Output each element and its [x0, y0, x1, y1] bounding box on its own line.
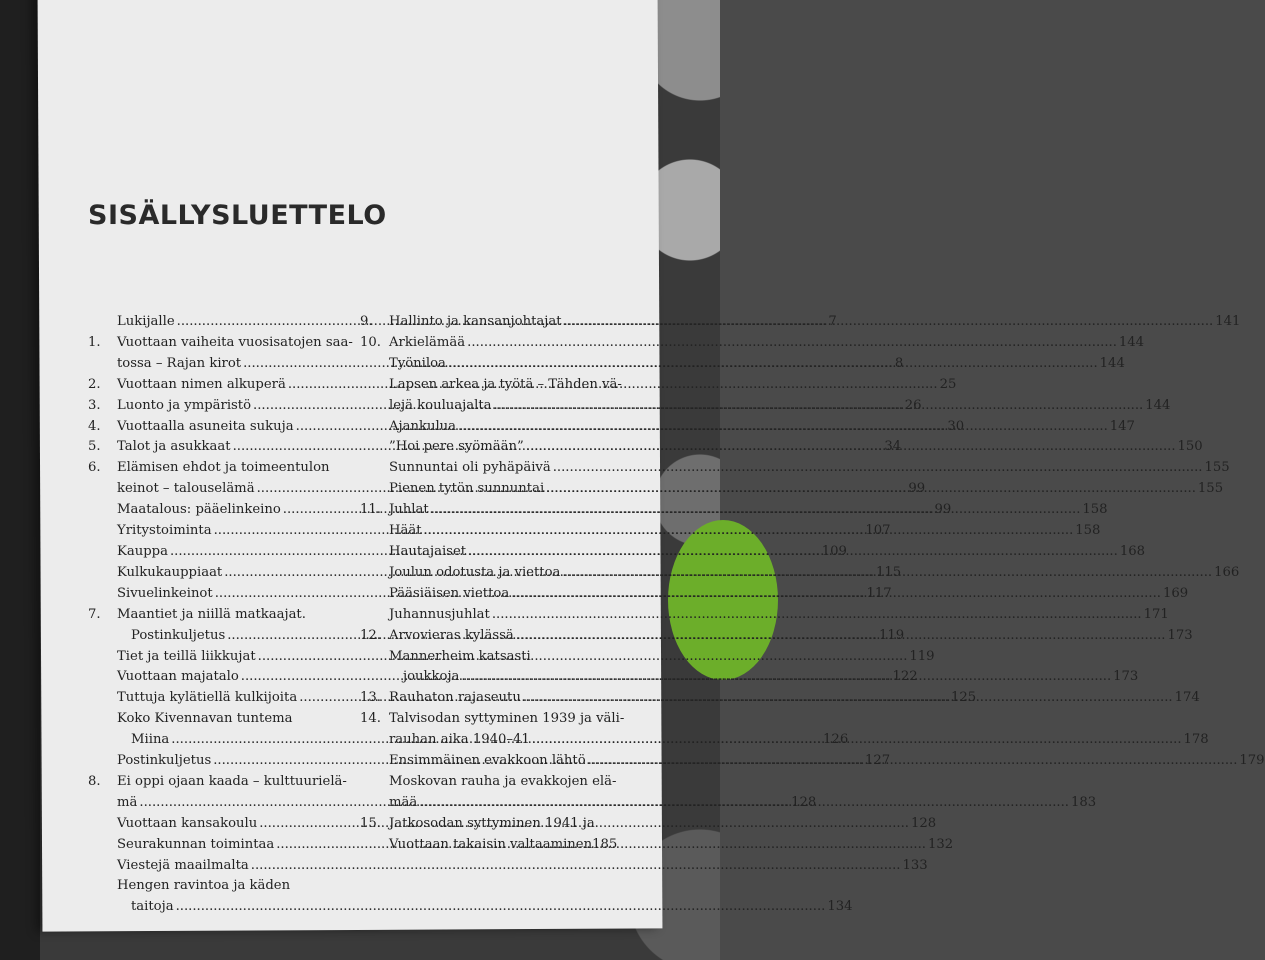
- toc-entry-text: Arkielämää: [389, 334, 466, 350]
- toc-page-number: 126: [823, 732, 849, 748]
- toc-page-number: 117: [866, 585, 892, 601]
- toc-entry-text: rauhan aika 1940–41: [389, 732, 530, 748]
- dot-leader: [516, 626, 1166, 647]
- dot-leader: [553, 458, 1203, 479]
- toc-entry-text: Vuottaan kansakoulu: [117, 815, 258, 831]
- toc-page-number: 25: [939, 376, 957, 392]
- toc-page-number: 7: [828, 314, 837, 329]
- toc-page-number: 178: [1183, 732, 1209, 748]
- toc-entry-text: Arvovieras kylässä: [389, 627, 514, 643]
- toc-entry-text: Vuottaan majatalo: [117, 669, 239, 685]
- toc-page-number: 115: [875, 564, 902, 580]
- toc-entry-text: mää: [389, 794, 418, 810]
- dot-leader: [251, 856, 901, 877]
- dot-leader: [532, 730, 1182, 751]
- toc-page-number: 144: [1118, 334, 1145, 350]
- toc-page-number: 30: [947, 418, 965, 434]
- dot-leader: [424, 521, 1074, 542]
- toc-entry-number: 2.: [88, 376, 101, 392]
- toc-entry-text: Mannerheim katsasti: [389, 648, 531, 664]
- page-title: SISÄLLYSLUETTELO: [88, 200, 387, 231]
- toc-entry-text: Viestejä maailmalta: [117, 857, 249, 873]
- toc-entry-number: 4.: [88, 418, 101, 434]
- toc-entry-text: joukkoja: [403, 669, 460, 685]
- toc-entry: [88, 876, 853, 918]
- toc-entry-number: 13.: [360, 690, 381, 706]
- toc-entry-text: Pääsiäisen viettoa: [389, 585, 510, 601]
- toc-page-number: 158: [1075, 523, 1101, 539]
- toc-entry-text: Sunnuntai oli pyhäpäivä: [389, 460, 551, 476]
- toc-entry-text: Moskovan rauha ja evakkojen elä-: [389, 773, 617, 789]
- toc-entry-number: 11.: [360, 502, 381, 518]
- toc-entry: [88, 856, 928, 877]
- toc-entry-number: 15.: [360, 815, 381, 831]
- toc-entry-number: 7.: [88, 606, 101, 622]
- toc-page-number: 34: [884, 439, 902, 455]
- toc-page-number: 174: [1174, 690, 1200, 706]
- toc-entry-text: ”Hoi pere syömään”: [389, 439, 524, 455]
- toc-page-number: 141: [1215, 314, 1241, 329]
- toc-entry-text: Maatalous: pääelinkeino: [117, 502, 281, 518]
- toc-entry-text: Vuottaan vaiheita vuosisatojen saa-: [117, 334, 353, 350]
- toc-entry-text: Seurakunnan toimintaa: [117, 836, 275, 852]
- toc-entry-text: tossa – Rajan kirot: [117, 355, 242, 371]
- dot-leader: [511, 584, 1161, 605]
- toc-entry: [360, 354, 1125, 375]
- toc-page-number: 171: [1143, 606, 1169, 622]
- toc-entry-text: Vuottaan nimen alkuperä: [117, 376, 286, 392]
- toc-entry-number: 3.: [88, 397, 101, 413]
- toc-entry-text: Luonto ja ympäristö: [117, 397, 252, 413]
- book-spine-shadow: [0, 0, 40, 960]
- toc-page-number: 122: [892, 669, 918, 685]
- toc-page-number: 158: [1082, 502, 1108, 518]
- dot-leader: [431, 500, 1081, 521]
- toc-entry-text: Työniloa: [389, 355, 446, 371]
- toc-entry-text: Lukijalle: [117, 314, 175, 329]
- toc-entry-number: 14.: [360, 711, 381, 727]
- toc-entry: [360, 814, 618, 856]
- toc-entry-text: Tuttuja kylätiellä kulkijoita: [117, 690, 298, 706]
- toc-entry-text: Sivuelinkeinot: [117, 585, 213, 601]
- toc-entry-text: Vuottaan takaisin valtaaminen: [389, 836, 593, 852]
- toc-entry-text: Jatkosodan syttyminen 1941 ja: [389, 815, 595, 831]
- dot-leader: [461, 667, 1111, 688]
- toc-page-number: 109: [821, 543, 847, 559]
- toc-page-number: 166: [1214, 564, 1240, 580]
- toc-page-number: 133: [902, 857, 928, 873]
- toc-entry-text: Lapsen arkea ja työtä – Tähden vä-: [389, 376, 622, 392]
- dot-leader: [176, 897, 826, 918]
- toc-page-number: 179: [1239, 753, 1265, 769]
- dot-leader: [448, 354, 1098, 375]
- toc-entry-text: Hallinto ja kansanjohtajat: [389, 314, 562, 329]
- toc-entry-text: taitoja: [131, 899, 174, 915]
- dot-leader: [526, 437, 1176, 458]
- toc-page-number: 99: [934, 502, 952, 518]
- toc-entry-number: 10.: [360, 334, 381, 350]
- toc-entry-text: Elämisen ehdot ja toimeentulon: [117, 460, 330, 476]
- toc-page-number: 169: [1162, 585, 1189, 601]
- toc-page-number: 183: [1070, 794, 1097, 810]
- toc-page-number: 185: [592, 836, 618, 852]
- toc-entry-text: Talot ja asukkaat: [117, 439, 231, 455]
- dot-leader: [494, 396, 1144, 417]
- toc-entry-text: lejä kouluajalta: [389, 397, 492, 413]
- toc-entry-text: Joulun odotusta ja viettoa: [389, 564, 561, 580]
- toc-entry-text: Vuottaalla asuneita sukuja: [117, 418, 294, 434]
- toc-entry: [360, 312, 1241, 333]
- toc-entry-text: Pienen tytön sunnuntai: [389, 481, 545, 497]
- toc-entry-text: Miina: [131, 732, 170, 748]
- toc-page-number: 125: [950, 690, 977, 706]
- toc-entry-text: Talvisodan syttyminen 1939 ja väli-: [389, 711, 625, 727]
- toc-entry-number: 9.: [360, 314, 373, 329]
- toc-entry-text: Yritystoiminta: [117, 523, 212, 539]
- toc-entry-number: 8.: [88, 773, 101, 789]
- toc-page-number: 155: [1197, 481, 1224, 497]
- toc-page-number: 150: [1177, 439, 1203, 455]
- toc-entry-text: Juhlat: [389, 502, 429, 518]
- toc-page-number: 119: [909, 648, 935, 664]
- toc-entry: [360, 458, 1230, 479]
- toc-entry-text: Maantiet ja niillä matkaajat.: [117, 606, 306, 622]
- dot-leader: [419, 793, 1069, 814]
- toc-page-number: 132: [927, 836, 954, 852]
- toc-entry: [360, 605, 1169, 626]
- toc-page-number: 99: [908, 481, 926, 497]
- toc-page-number: 168: [1119, 543, 1145, 559]
- toc-page-number: 173: [1167, 627, 1193, 643]
- toc-entry-text: Ensimmäinen evakkoon lähtö: [389, 753, 586, 769]
- toc-page-number: 127: [864, 753, 891, 769]
- toc-page-number: 128: [791, 794, 817, 810]
- toc-page-number: 26: [904, 397, 922, 413]
- dot-leader: [588, 751, 1238, 772]
- toc-entry-text: Kauppa: [117, 543, 168, 559]
- toc-page-number: 147: [1109, 418, 1135, 434]
- toc-entry-text: Hengen ravintoa ja käden: [117, 878, 291, 894]
- toc-entry-text: Ei oppi ojaan kaada – kulttuurielä-: [117, 773, 347, 789]
- toc-entry-text: Juhannusjuhlat: [389, 606, 490, 622]
- toc-page-number: 144: [1099, 355, 1125, 371]
- toc-entry-text: Postinkuljetus: [117, 753, 212, 769]
- toc-entry-number: 6.: [88, 460, 101, 476]
- dot-leader: [467, 333, 1117, 354]
- dot-leader: [468, 542, 1118, 563]
- toc-page-number: 134: [827, 899, 853, 915]
- toc-page-number: 128: [910, 815, 937, 831]
- toc-page-number: 173: [1113, 669, 1139, 685]
- toc-entry-text: Koko Kivennavan tuntema: [117, 711, 293, 727]
- dot-leader: [564, 312, 1214, 333]
- toc-entry-text: Ajankulua: [389, 418, 457, 434]
- dot-leader: [562, 563, 1212, 584]
- toc-page-number: 8: [894, 355, 904, 371]
- toc-entry-text: Häät: [389, 523, 422, 539]
- toc-entry-text: Tiet ja teillä liikkujat: [117, 648, 256, 664]
- toc-entry-text: Rauhaton rajaseutu: [389, 690, 521, 706]
- dot-leader: [546, 479, 1196, 500]
- toc-page-number: 144: [1145, 397, 1171, 413]
- toc-entry-number: 12.: [360, 627, 381, 643]
- toc-page-number: 155: [1204, 460, 1230, 476]
- toc-entry-text: mä: [117, 794, 138, 810]
- dot-leader: [458, 417, 1108, 438]
- toc-entry-text: Postinkuljetus: [131, 627, 226, 643]
- toc-page-number: 107: [865, 523, 891, 539]
- dot-leader: [523, 688, 1173, 709]
- dot-leader: [492, 605, 1142, 626]
- toc-entry-text: Kulkukauppiaat: [117, 564, 223, 580]
- toc-entry-number: 1.: [88, 334, 101, 350]
- toc-entry-text: Hautajaiset: [389, 543, 467, 559]
- toc-entry: [360, 333, 1145, 354]
- toc-entry-number: 5.: [88, 439, 101, 455]
- toc-entry-text: keinot – talouselämä: [117, 481, 255, 497]
- toc-page-number: 119: [878, 627, 905, 643]
